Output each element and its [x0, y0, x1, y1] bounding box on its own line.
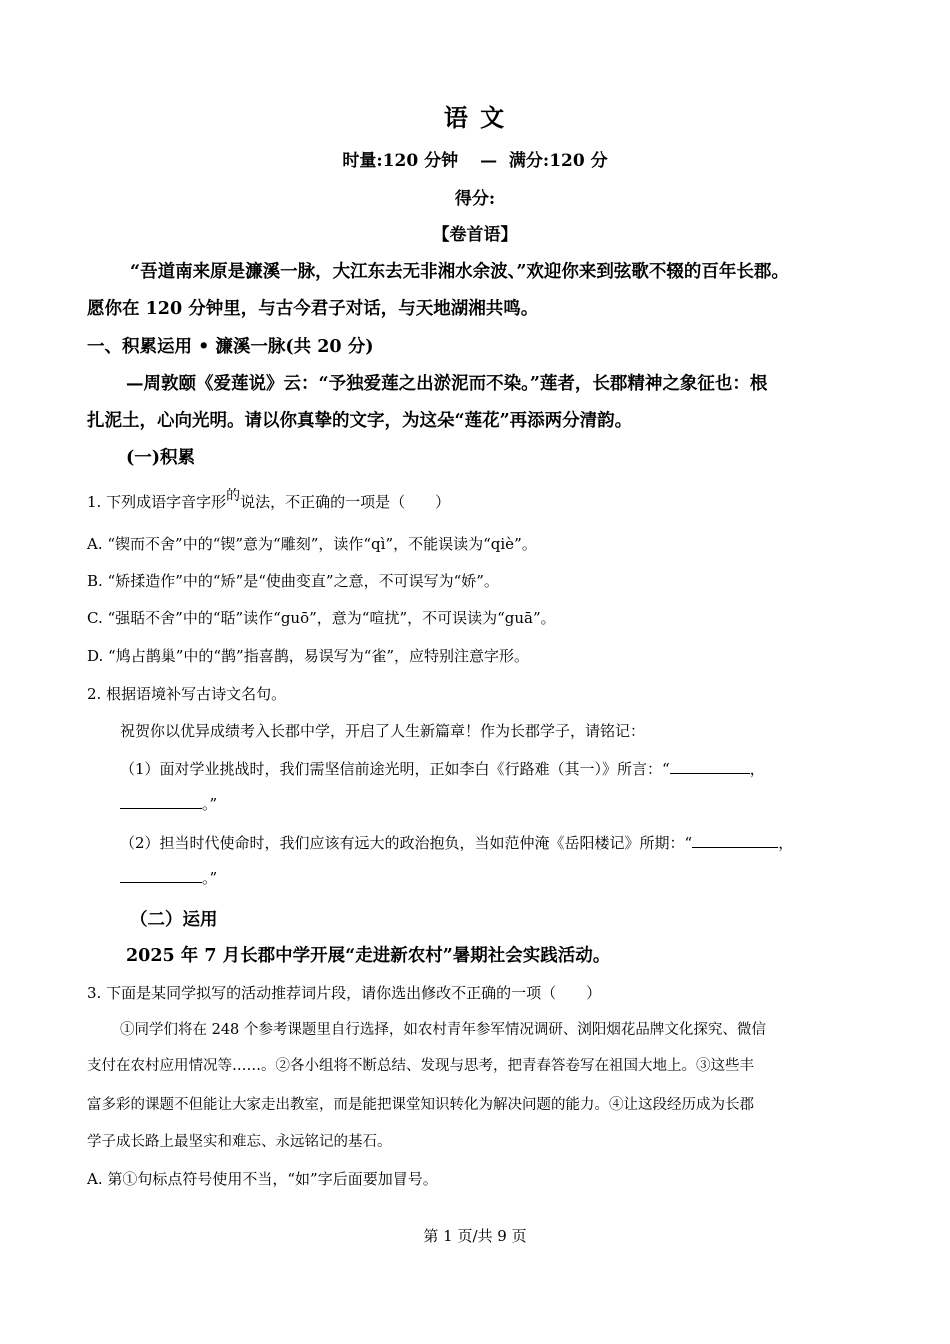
section-1-intro-line-2: 扎泥土，心向光明。请以你真挚的文字，为这朵“莲花”再添两分清韵。: [87, 411, 633, 431]
section-1-title: 一、积累运用 • 濂溪一脉(共 20 分): [87, 337, 374, 357]
question-2-item-1-text: （1）面对学业挑战时，我们需坚信前途光明，正如李白《行路难（其一）》所言：“: [120, 760, 670, 778]
question-1-option-c: C. “强聒不舍”中的“聒”读作“guō”，意为“喧扰”，不可误读为“guā”。: [87, 609, 556, 627]
preface-title: 【卷首语】: [432, 225, 518, 245]
answer-blank[interactable]: [120, 794, 202, 809]
preface-line-1: “吾道南来原是濂溪一脉，大江东去无非湘水余波、”欢迎你来到弦歌不辍的百年长郡。: [130, 262, 789, 282]
score-label: 得分:: [454, 189, 496, 209]
preface-line-2: 愿你在 120 分钟里，与古今君子对话，与天地湖湘共鸣。: [87, 299, 539, 319]
question-1-stem-text: 1. 下列成语字音字形: [87, 493, 227, 511]
question-3-passage-line-4: 学子成长路上最坚实和难忘、永远铭记的基石。: [87, 1134, 392, 1150]
question-3-option-a: A. 第①句标点符号使用不当，“如”字后面要加冒号。: [87, 1170, 438, 1188]
blank-comma: ，: [749, 760, 765, 778]
subsection-accumulation-title: (一)积累: [126, 448, 196, 468]
subsection-application-title: （二）运用: [130, 910, 218, 930]
blank-end: 。”: [202, 869, 218, 887]
question-2-item-2: [120, 832, 793, 853]
answer-blank[interactable]: [692, 833, 778, 848]
answer-blank[interactable]: [670, 759, 750, 774]
question-1-option-d: D. “鸠占鹊巢”中的“鹊”指喜鹊，易误写为“雀”，应特别注意字形。: [87, 647, 530, 665]
paper-title: 语 文: [443, 103, 507, 132]
question-3-stem: 3. 下面是某同学拟写的活动推荐词片段，请你选出修改不正确的一项（ ）: [87, 984, 602, 1002]
question-2-stem: 2. 根据语境补写古诗文名句。: [87, 685, 287, 703]
question-3-passage-line-3: 富多彩的课题不但能让大家走出教室，而是能把课堂知识转化为解决问题的能力。④让这段经历成为长郡: [87, 1097, 754, 1113]
question-1-stem-superscript: 的: [226, 488, 241, 504]
question-3-passage-line-2: 支付在农村应用情况等……。②各小组将不断总结、发现与思考，把青春答卷写在祖国大地上。③这些丰: [87, 1058, 754, 1074]
time-limit: 时量:120 分钟: [342, 151, 459, 171]
question-2-item-1-cont: [120, 793, 217, 814]
question-1-stem: [87, 488, 451, 512]
question-2-item-2-text: （2）担当时代使命时，我们应该有远大的政治抱负，当如范仲淹《岳阳楼记》所期：“: [120, 834, 693, 852]
activity-heading: 2025 年 7 月长郡中学开展“走进新农村”暑期社会实践活动。: [126, 946, 611, 966]
question-1-option-b: B. “矫揉造作”中的“矫”是“使曲变直”之意，不可误写为“娇”。: [87, 572, 499, 590]
page-footer: 第 1 页/共 9 页: [423, 1227, 527, 1245]
question-2-item-2-cont: [120, 867, 217, 888]
full-score: 满分:120 分: [508, 151, 608, 171]
question-1-stem-text-end: 说法，不正确的一项是（ ）: [240, 493, 451, 511]
section-1-intro-line-1: —周敦颐《爱莲说》云：“予独爱莲之出淤泥而不染。”莲者，长郡精神之象征也：根: [126, 374, 768, 394]
question-3-passage-line-1: ①同学们将在 248 个参考课题里自行选择，如农村青年参军情况调研、浏阳烟花品牌文化探究、微信: [120, 1022, 766, 1038]
question-1-option-a: A. “锲而不舍”中的“锲”意为“雕刻”，读作“qì”，不能误读为“qiè”。: [87, 535, 537, 553]
question-2-item-1: [120, 758, 765, 779]
meta-separator: —: [480, 151, 498, 171]
blank-end: 。”: [202, 795, 218, 813]
blank-comma: ，: [778, 834, 794, 852]
answer-blank[interactable]: [120, 868, 202, 883]
question-2-context: 祝贺你以优异成绩考入长郡中学，开启了人生新篇章！作为长郡学子，请铭记：: [120, 722, 646, 740]
exam-meta: [0, 146, 950, 171]
